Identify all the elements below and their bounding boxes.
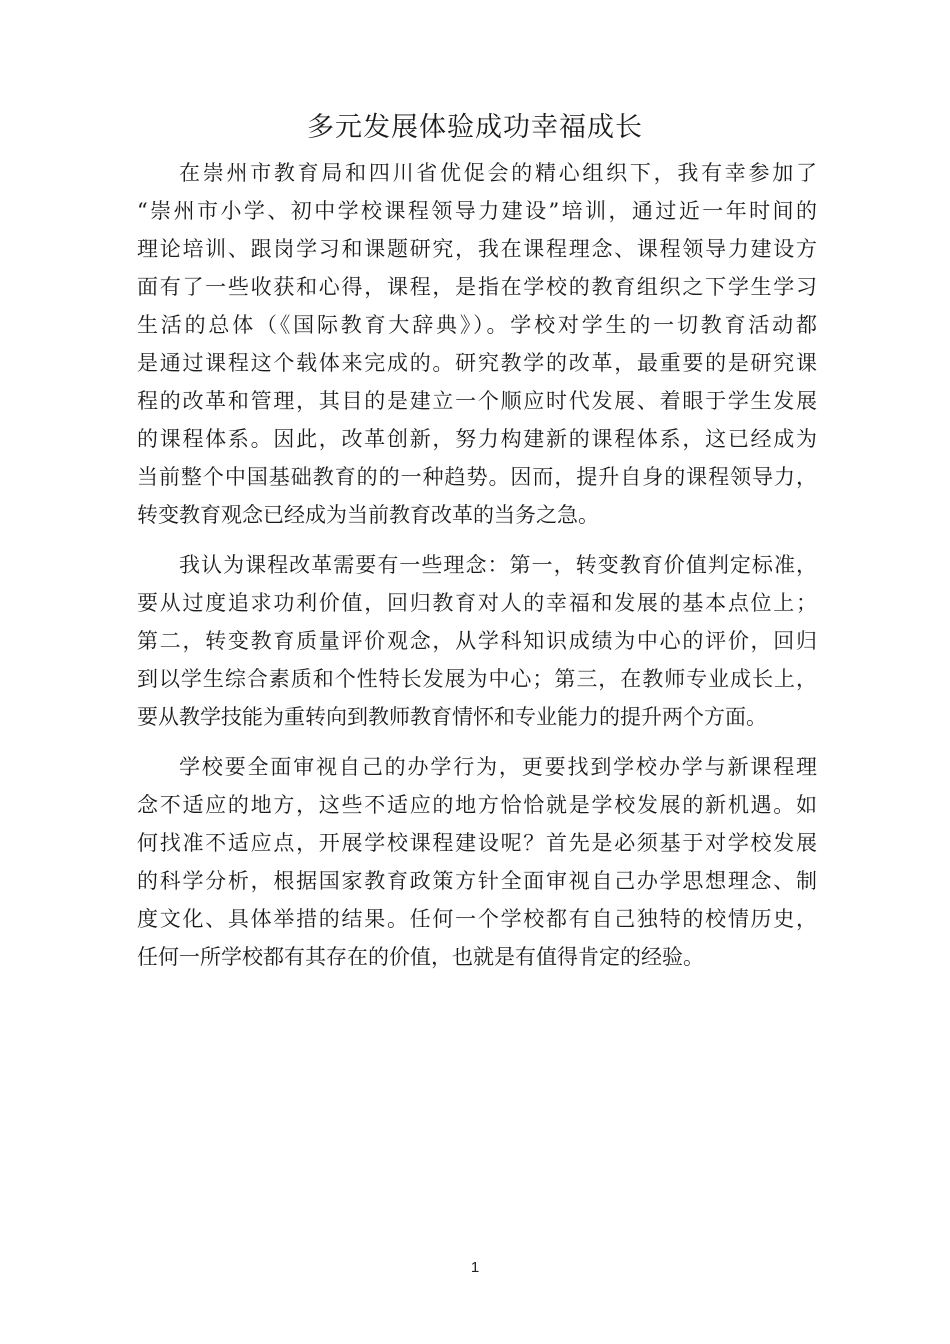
paragraph-1 (137, 154, 817, 534)
paragraph-line: 程的改革和管理，其目的是建立一个顺应时代发展、着眼于学生发展 (137, 389, 817, 413)
paragraph-line: 要从教学技能为重转向到教师教育情怀和专业能力的提升两个方面。 (137, 705, 767, 729)
paragraph-line: 生活的总体（《国际教育大辞典》）。学校对学生的一切教育活动都 (137, 313, 817, 337)
paragraph-line: 是通过课程这个载体来完成的。研究教学的改革，最重要的是研究课 (137, 351, 817, 375)
paragraph-line: 面有了一些收获和心得，课程，是指在学校的教育组织之下学生学习 (137, 275, 817, 299)
paragraph-line: 在崇州市教育局和四川省优促会的精心组织下，我有幸参加了 (179, 161, 817, 185)
paragraph-line: “崇州市小学、初中学校课程领导力建设”培训，通过近一年时间的 (137, 199, 817, 223)
paragraph-line: 度文化、具体举措的结果。任何一个学校都有自己独特的校情历史， (137, 907, 817, 931)
paragraph-line: 转变教育观念已经成为当前教育改革的当务之急。 (137, 503, 599, 527)
paragraph-line: 当前整个中国基础教育的的一种趋势。因而，提升自身的课程领导力， (137, 465, 817, 489)
paragraph-line: 理论培训、跟岗学习和课题研究，我在课程理念、课程领导力建设方 (137, 237, 817, 261)
document-body (137, 154, 817, 976)
paragraph-gap (137, 736, 817, 748)
paragraph-3 (137, 748, 817, 976)
paragraph-line: 的课程体系。因此，改革创新，努力构建新的课程体系，这已经成为 (137, 427, 817, 451)
paragraph-line: 任何一所学校都有其存在的价值，也就是有值得肯定的经验。 (137, 945, 704, 969)
document-title: 多元发展体验成功幸福成长 (307, 112, 643, 143)
paragraph-line: 的科学分析，根据国家教育政策方针全面审视自己办学思想理念、制 (137, 869, 817, 893)
paragraph-line: 念不适应的地方，这些不适应的地方恰恰就是学校发展的新机遇。如 (137, 793, 817, 817)
paragraph-line: 何找准不适应点，开展学校课程建设呢？首先是必须基于对学校发展 (137, 831, 817, 855)
paragraph-line: 第二，转变教育质量评价观念，从学科知识成绩为中心的评价，回归 (137, 629, 817, 653)
paragraph-line: 我认为课程改革需要有一些理念：第一，转变教育价值判定标准， (179, 553, 817, 577)
paragraph-line: 要从过度追求功利价值，回归教育对人的幸福和发展的基本点位上； (137, 591, 817, 615)
page-number: 1 (470, 1259, 480, 1276)
paragraph-line: 到以学生综合素质和个性特长发展为中心；第三，在教师专业成长上， (137, 667, 817, 691)
paragraph-gap (137, 534, 817, 546)
paragraph-line: 学校要全面审视自己的办学行为，更要找到学校办学与新课程理 (179, 755, 817, 779)
paragraph-2 (137, 546, 817, 736)
